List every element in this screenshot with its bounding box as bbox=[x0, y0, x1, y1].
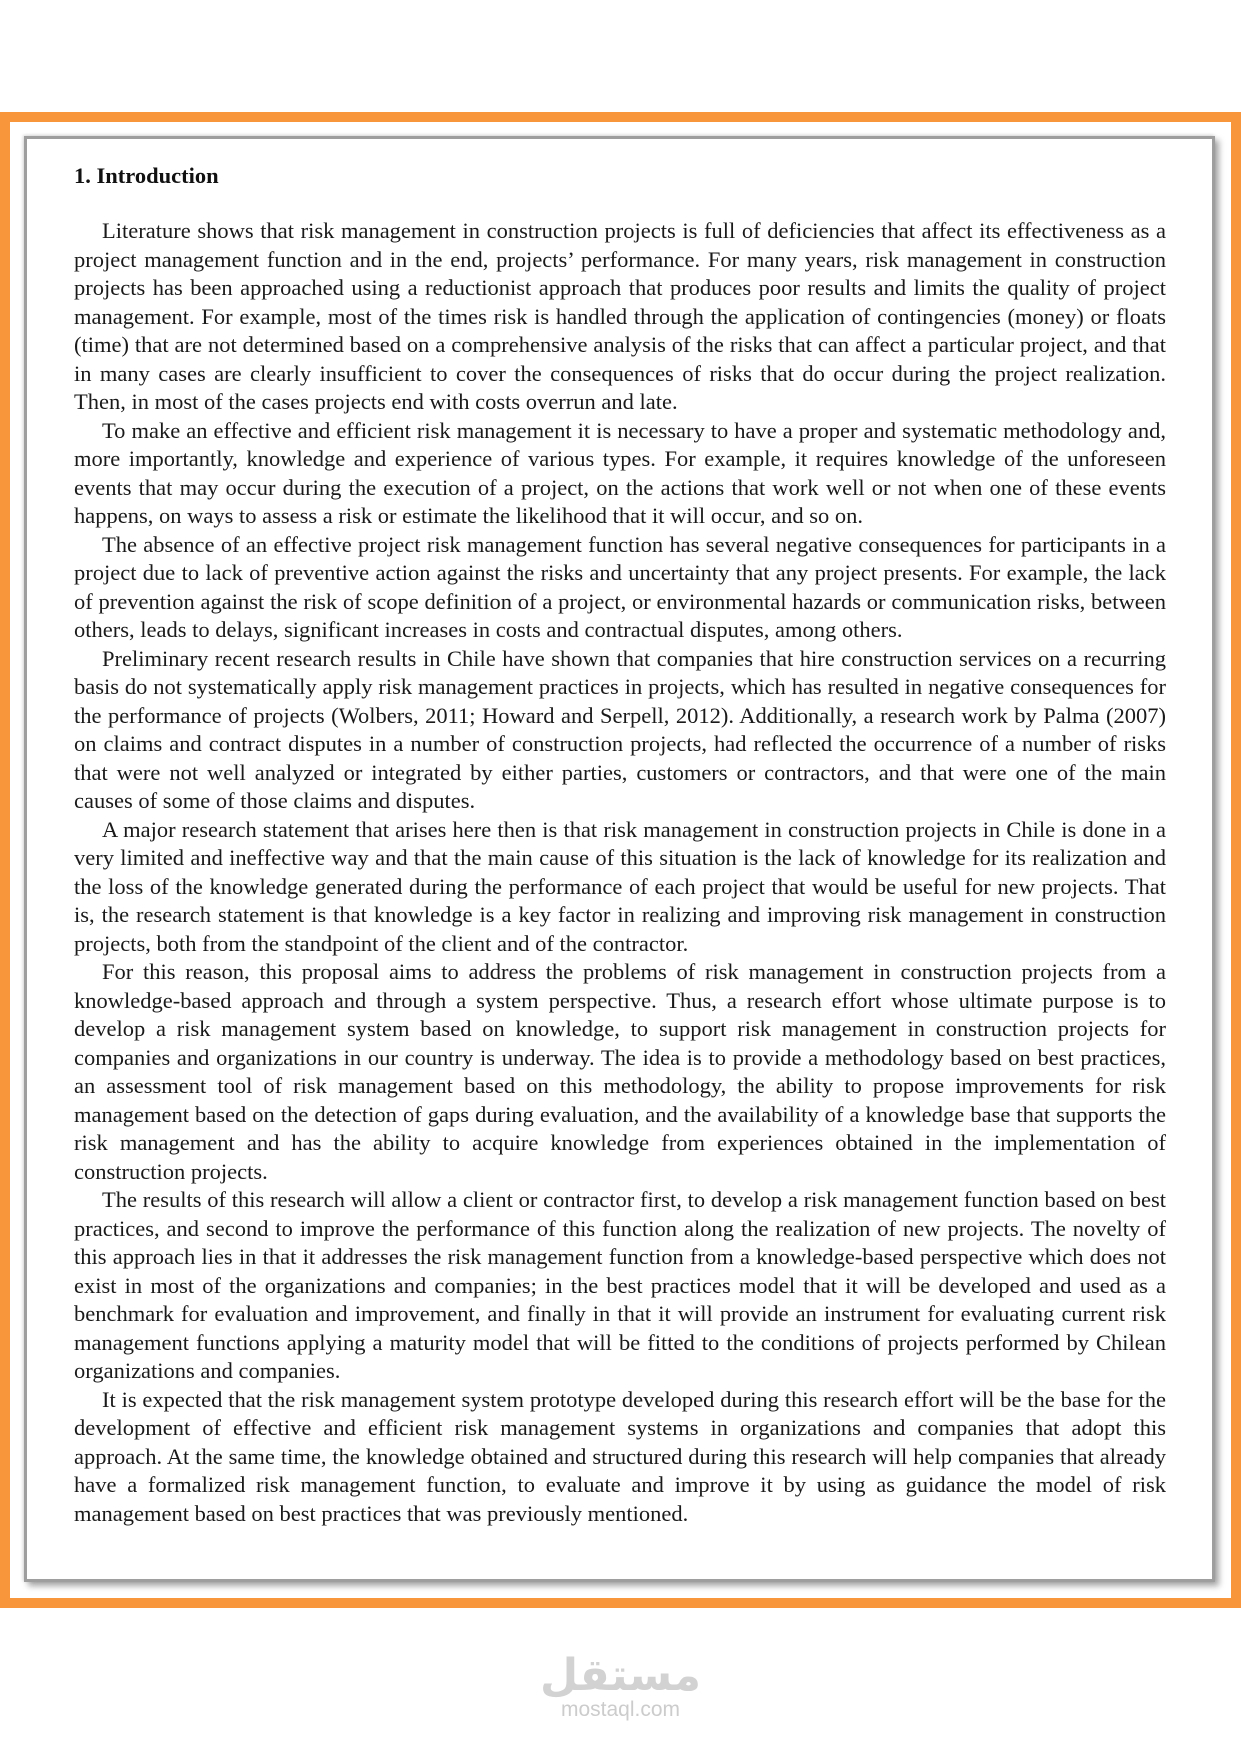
orange-frame-band bbox=[0, 112, 1241, 1608]
section-heading: 1. Introduction bbox=[74, 163, 219, 188]
paragraph-4: Preliminary recent research results in Chile have shown that companies that hire construction services on a recurring basis do not systematically apply risk management practices in projects, which has resulted in negative consequences for the performance of projects (Wolbers, 2011; Howard and Serpell, 2012). Additionally, a research work by Palma (2007) on claims and contract disputes in a number of construction projects, had reflected the occurrence of a number of risks that were not well analyzed or integrated by either parties, customers or contractors, and that were one of the main causes of some of those claims and disputes. bbox=[74, 645, 1166, 813]
paragraph-8: It is expected that the risk management system prototype developed during this research effort will be the base for the development of effective and efficient risk management systems in organizations and companies that adopt this approach. At the same time, the knowledge obtained and structured during this research will help companies that already have a formalized risk management function, to evaluate and improve it by using as guidance the model of risk management based on best practices that was previously mentioned. bbox=[74, 1386, 1166, 1526]
paragraph-3: The absence of an effective project risk management function has several negative consequences for participants in a project due to lack of preventive action against the risks and uncertainty that any project presents. For example, the lack of prevention against the risk of scope definition of a project, or environmental hazards or communication risks, between others, leads to delays, significant increases in costs and contractual disputes, among others. bbox=[74, 531, 1166, 642]
frame-inner-margin bbox=[10, 122, 1231, 1598]
watermark-logo: مستقل bbox=[540, 1650, 701, 1701]
mostaql-watermark bbox=[0, 1650, 1241, 1722]
paragraph-2: To make an effective and efficient risk management it is necessary to have a proper and systematic methodology and, more importantly, knowledge and experience of various types. For example, it requires knowledge of the unforeseen events that may occur during the execution of a project, on the actions that work well or not when one of these events happens, on ways to assess a risk or estimate the likelihood that it will occur, and so on. bbox=[74, 417, 1166, 528]
watermark-url: mostaql.com bbox=[560, 1698, 681, 1721]
document-content bbox=[74, 161, 1166, 1528]
document-frame bbox=[24, 136, 1215, 1582]
paragraph-1: Literature shows that risk management in construction projects is full of deficiencies that affect its effectiveness as a project management function and in the end, projects’ performance. For many years, risk management in construction projects has been approached using a reductionist approach that produces poor results and limits the quality of project management. For example, most of the times risk is handled through the application of contingencies (money) or floats (time) that are not determined based on a comprehensive analysis of the risks that can affect a particular project, and that in many cases are clearly insufficient to cover the consequences of risks that do occur during the project realization. Then, in most of the cases projects end with costs overrun and late. bbox=[74, 218, 1166, 414]
paragraph-7: The results of this research will allow a client or contractor first, to develop a risk management function based on best practices, and second to improve the performance of this function along the realization of new projects. The novelty of this approach lies in that it addresses the risk management function from a knowledge-based perspective which does not exist in most of the organizations and companies; in the best practices model that it will be developed and used as a benchmark for evaluation and improvement, and finally in that it will provide an instrument for evaluating current risk management functions applying a maturity model that will be fitted to the conditions of projects performed by Chilean organizations and companies. bbox=[74, 1187, 1166, 1383]
paragraph-5: A major research statement that arises here then is that risk management in construction projects in Chile is done in a very limited and ineffective way and that the main cause of this situation is the lack of knowledge for its realization and the loss of the knowledge generated during the performance of each project that would be useful for new projects. That is, the research statement is that knowledge is a key factor in realizing and improving risk management in construction projects, both from the standpoint of the client and of the contractor. bbox=[74, 816, 1166, 956]
paragraph-6: For this reason, this proposal aims to address the problems of risk management in construction projects from a knowledge-based approach and through a system perspective. Thus, a research effort whose ultimate purpose is to develop a risk management system based on knowledge, to support risk management in construction projects for companies and organizations in our country is underway. The idea is to provide a methodology based on best practices, an assessment tool of risk management based on this methodology, the ability to propose improvements for risk management based on the detection of gaps during evaluation, and the availability of a knowledge base that supports the risk management and has the ability to acquire knowledge from experiences obtained in the implementation of construction projects. bbox=[74, 959, 1166, 1184]
